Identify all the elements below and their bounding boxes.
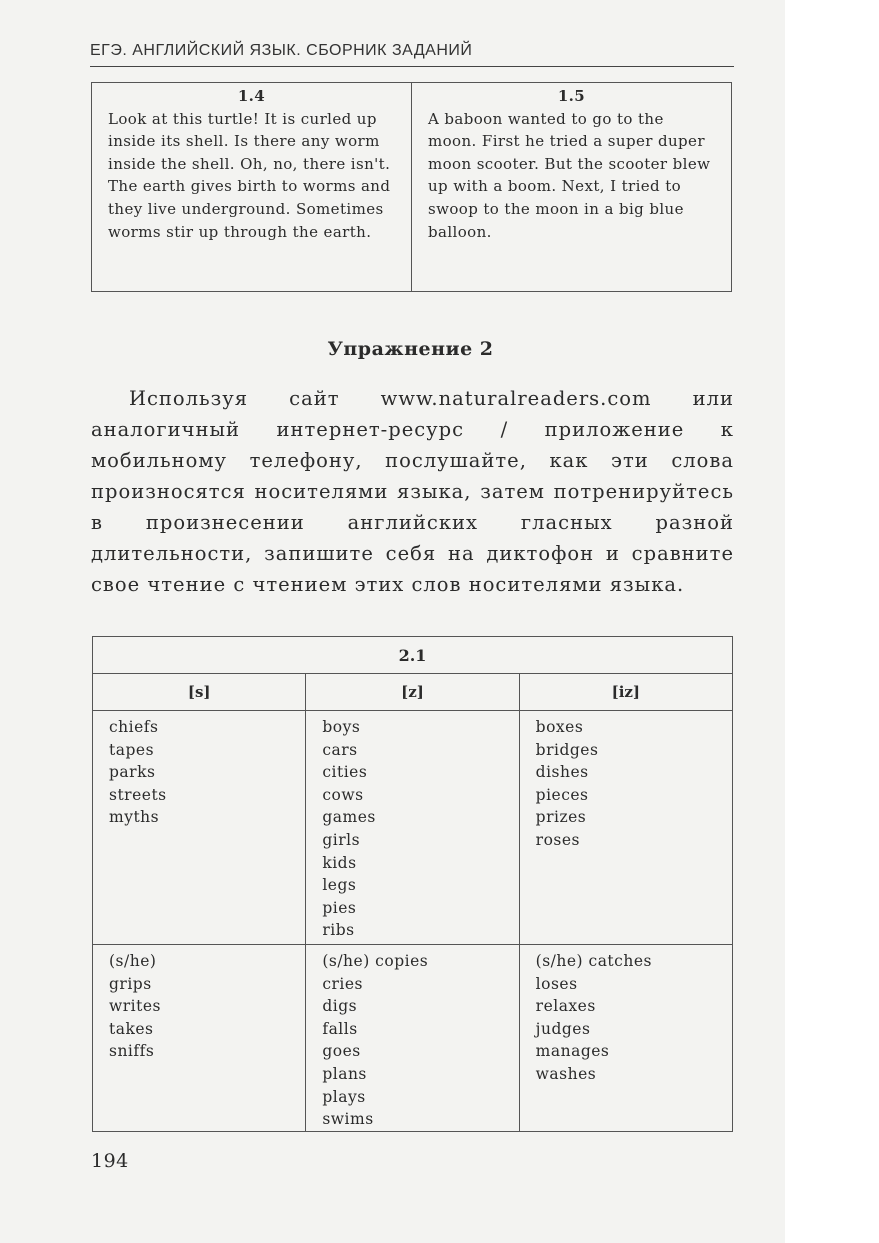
word-item: boys (322, 718, 361, 736)
word-item: judges (535, 1019, 591, 1038)
word-item: pieces (535, 785, 589, 804)
word-item: myths (109, 808, 160, 827)
word-item: boxes (535, 718, 584, 736)
word-item: grips (109, 974, 152, 993)
column-header-iz: [iz] (519, 674, 732, 711)
word-item: swims (322, 1110, 374, 1129)
column-header-s: [s] (93, 674, 306, 711)
word-item: (s/he) catches (535, 952, 652, 970)
word-item: dishes (535, 763, 589, 782)
word-item: streets (109, 785, 167, 804)
word-item: prizes (535, 808, 587, 827)
word-item: parks (109, 763, 156, 782)
word-item: takes (109, 1019, 154, 1038)
word-item: cars (322, 740, 358, 759)
word-item: manages (535, 1042, 610, 1061)
word-item: girls (322, 830, 361, 849)
word-item: digs (322, 997, 358, 1016)
word-item: ribs (322, 921, 355, 940)
nouns-z-cell (306, 711, 519, 945)
passage-cell (92, 83, 412, 292)
verbs-iz-cell (519, 945, 732, 1132)
exercise-title: Упражнение 2 (327, 338, 494, 360)
nouns-iz-cell (519, 711, 732, 945)
word-item: cows (322, 785, 364, 804)
word-item: falls (322, 1019, 358, 1038)
words-table (92, 636, 733, 1132)
word-item: cries (322, 974, 364, 993)
word-item: plays (322, 1087, 366, 1106)
word-item: (s/he) (109, 952, 157, 970)
exercise-instructions: Используя сайт www.naturalreaders.com или аналогичный интернет-ресурс / приложение к мобильному телефону, послушайте, как эти слова произносятся носителями языка, затем потренируйтесь в произнесении английских гласных разной длительности, запишите себя на диктофон и сравните свое чтение с чтением этих слов носителями языка. (91, 387, 734, 596)
word-item: bridges (535, 740, 599, 759)
word-item: writes (109, 997, 161, 1016)
word-item: loses (535, 974, 578, 993)
word-item: legs (322, 876, 357, 895)
word-item: (s/he) copies (322, 952, 429, 970)
word-item: tapes (109, 740, 155, 759)
word-item: pies (322, 898, 357, 917)
table-number: 2.1 (93, 637, 733, 674)
passage-text: Look at this turtle! It is curled up inside its shell. Is there any worm inside the shell. Oh, no, there isn't. The earth gives birth to worms and they live underground. Sometimes worms stir up through the earth. (108, 109, 391, 241)
word-item: roses (535, 830, 580, 849)
nouns-s-cell (93, 711, 306, 945)
word-item: kids (322, 853, 357, 872)
passage-number: 1.5 (557, 87, 586, 105)
word-item: goes (322, 1042, 361, 1061)
verbs-s-cell (93, 945, 306, 1132)
page-number: 194 (91, 1150, 129, 1172)
passage-number: 1.4 (237, 87, 266, 105)
column-header-z: [z] (306, 674, 519, 711)
running-header: ЕГЭ. АНГЛИЙСКИЙ ЯЗЫК. СБОРНИК ЗАДАНИЙ (90, 42, 473, 59)
passage-cell (412, 83, 732, 292)
verbs-z-cell (306, 945, 519, 1132)
passages-table (91, 82, 732, 292)
word-item: games (322, 808, 376, 827)
word-item: chiefs (109, 718, 159, 736)
word-item: washes (535, 1064, 597, 1083)
word-item: relaxes (535, 997, 596, 1016)
header-rule (90, 66, 734, 67)
word-item: plans (322, 1064, 367, 1083)
word-item: cities (322, 763, 368, 782)
passage-text: A baboon wanted to go to the moon. First he tried a super duper moon scooter. But the scooter blew up with a boom. Next, I tried to swoop to the moon in a big blue balloon. (428, 109, 711, 241)
word-item: sniffs (109, 1042, 155, 1061)
